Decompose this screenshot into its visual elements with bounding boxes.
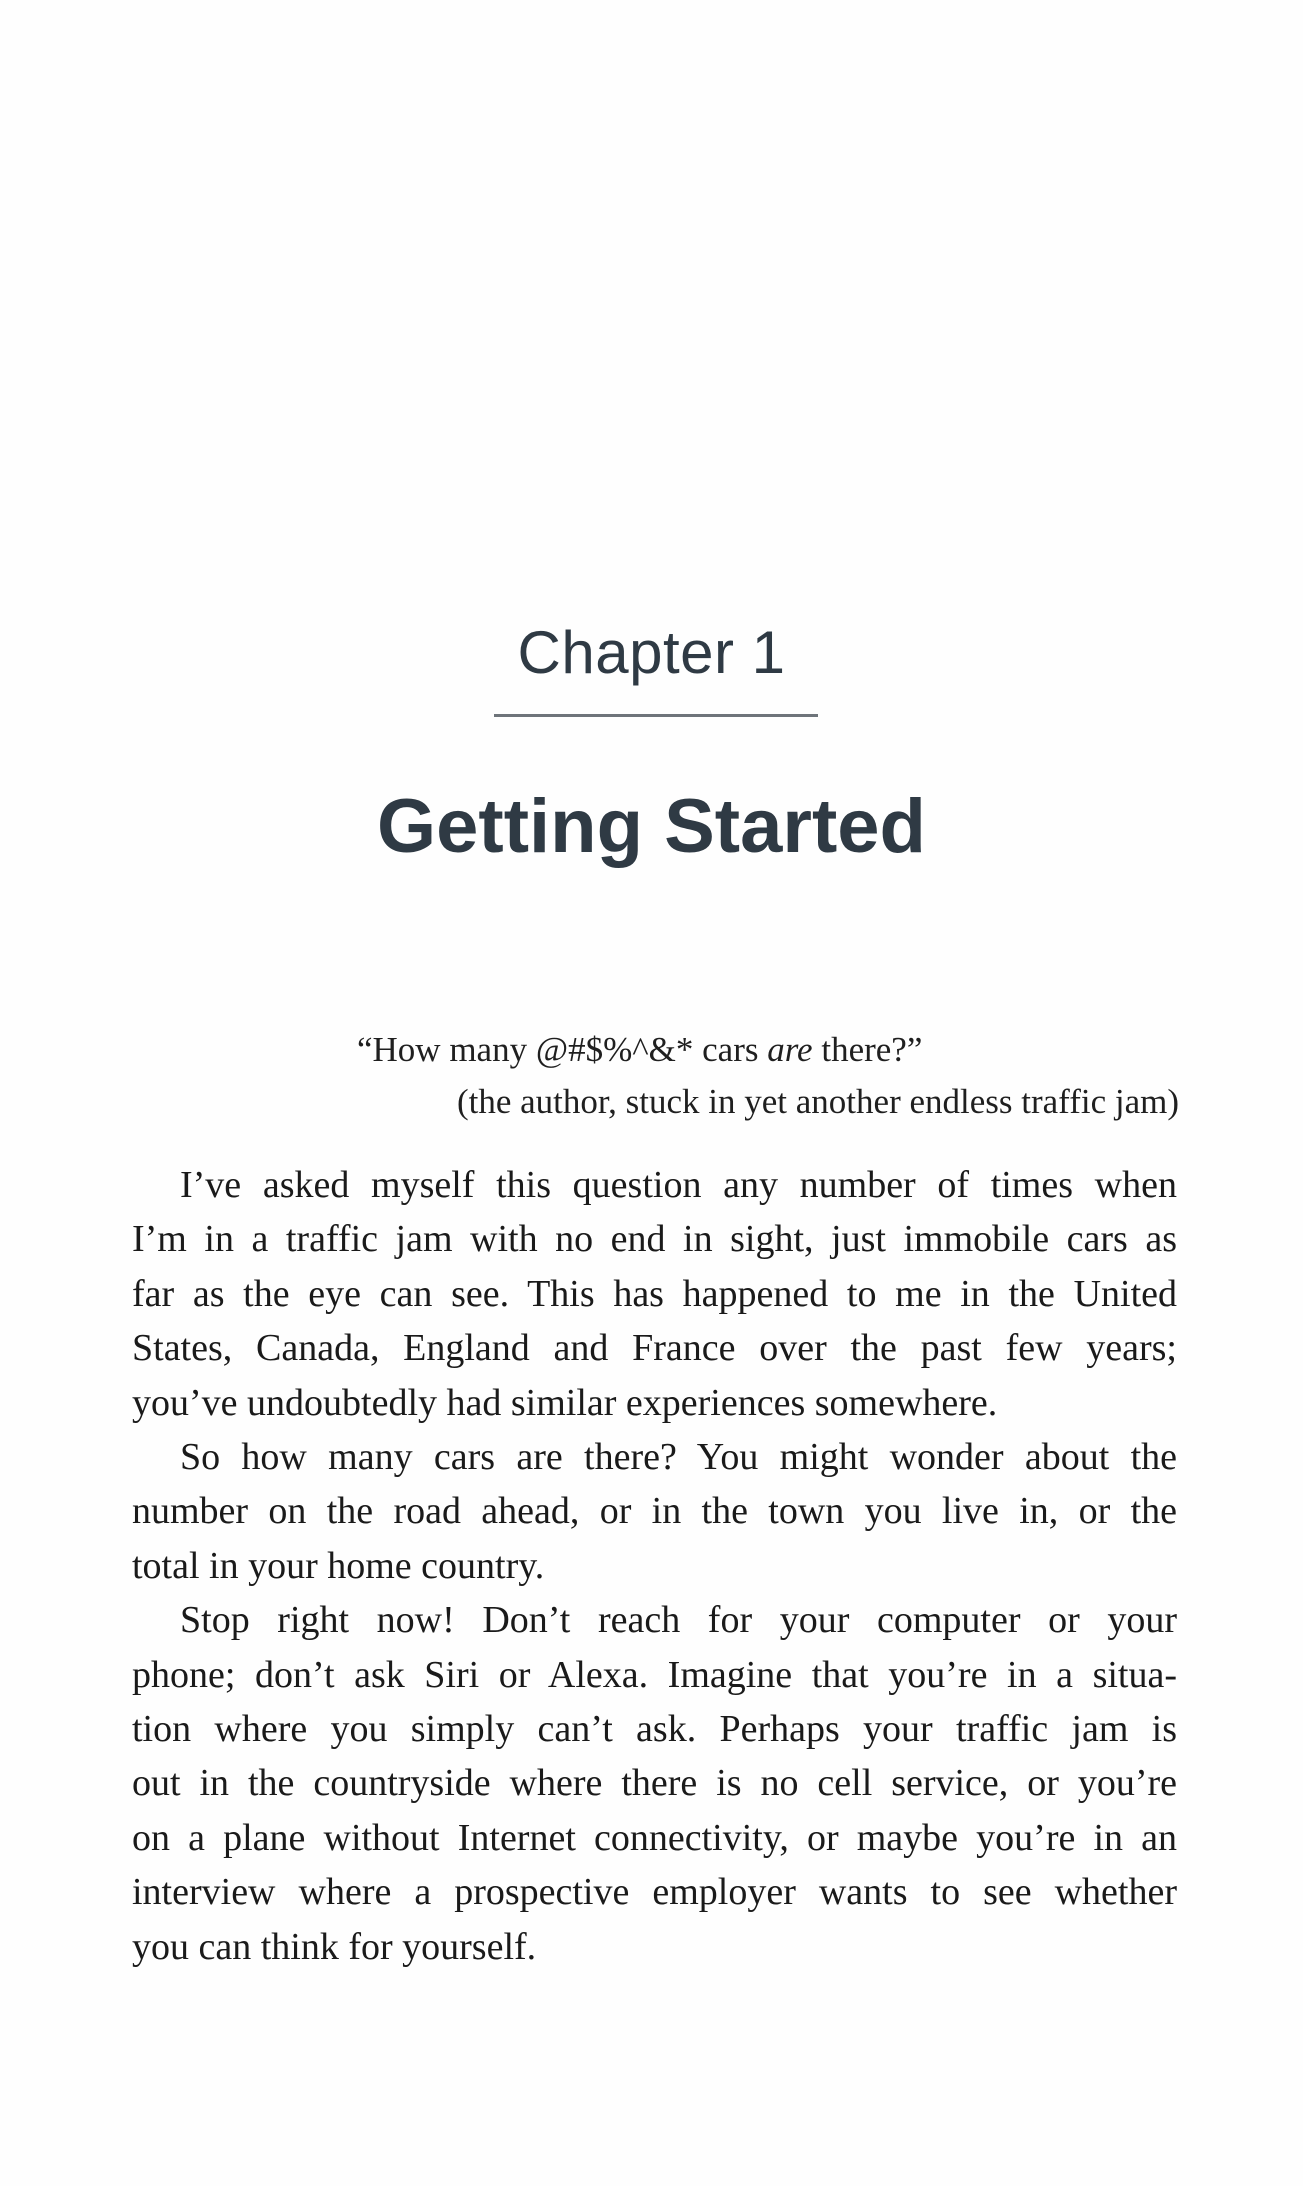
epigraph-quote-end: there?”	[812, 1030, 923, 1069]
paragraph	[132, 1158, 1177, 1430]
text-line: I’m in a traffic jam with no end in sight, just immobile cars as	[132, 1218, 1177, 1261]
epigraph-quote-emphasis: are	[767, 1030, 813, 1069]
paragraph	[132, 1430, 1177, 1593]
text-line: phone; don’t ask Siri or Alexa. Imagine that you’re in a situa-	[132, 1653, 1177, 1696]
text-line: So how many cars are there? You might wonder about the	[180, 1436, 1177, 1479]
text-line: I’ve asked myself this question any number of times when	[180, 1164, 1177, 1206]
text-line: on a plane without Internet connectivity, or maybe you’re in an	[132, 1816, 1177, 1859]
chapter-title: Getting Started	[377, 784, 926, 869]
text-line: interview where a prospective employer wants to see whether	[132, 1871, 1177, 1914]
text-line: out in the countryside where there is no cell service, or you’re	[132, 1762, 1177, 1805]
epigraph-quote-start: “How many @#$%^&* cars	[357, 1030, 768, 1069]
epigraph-quote	[357, 1030, 922, 1070]
chapter-divider	[494, 714, 818, 717]
text-line: States, Canada, England and France over the past few years;	[132, 1327, 1177, 1370]
chapter-number: Chapter 1	[517, 619, 786, 686]
text-line: you can think for yourself.	[132, 1925, 537, 1968]
text-line: tion where you simply can’t ask. Perhaps your traffic jam is	[132, 1708, 1177, 1751]
text-line: total in your home country.	[132, 1544, 545, 1587]
text-line: you’ve undoubtedly had similar experiences somewhere.	[132, 1381, 998, 1424]
paragraph	[132, 1593, 1177, 1974]
body-text	[132, 1158, 1177, 1974]
epigraph-attribution: (the author, stuck in yet another endless traffic jam)	[456, 1082, 1179, 1121]
text-line: Stop right now! Don’t reach for your computer or your	[180, 1599, 1177, 1642]
text-line: number on the road ahead, or in the town you live in, or the	[132, 1490, 1177, 1533]
text-line: far as the eye can see. This has happened to me in the United	[132, 1272, 1177, 1315]
